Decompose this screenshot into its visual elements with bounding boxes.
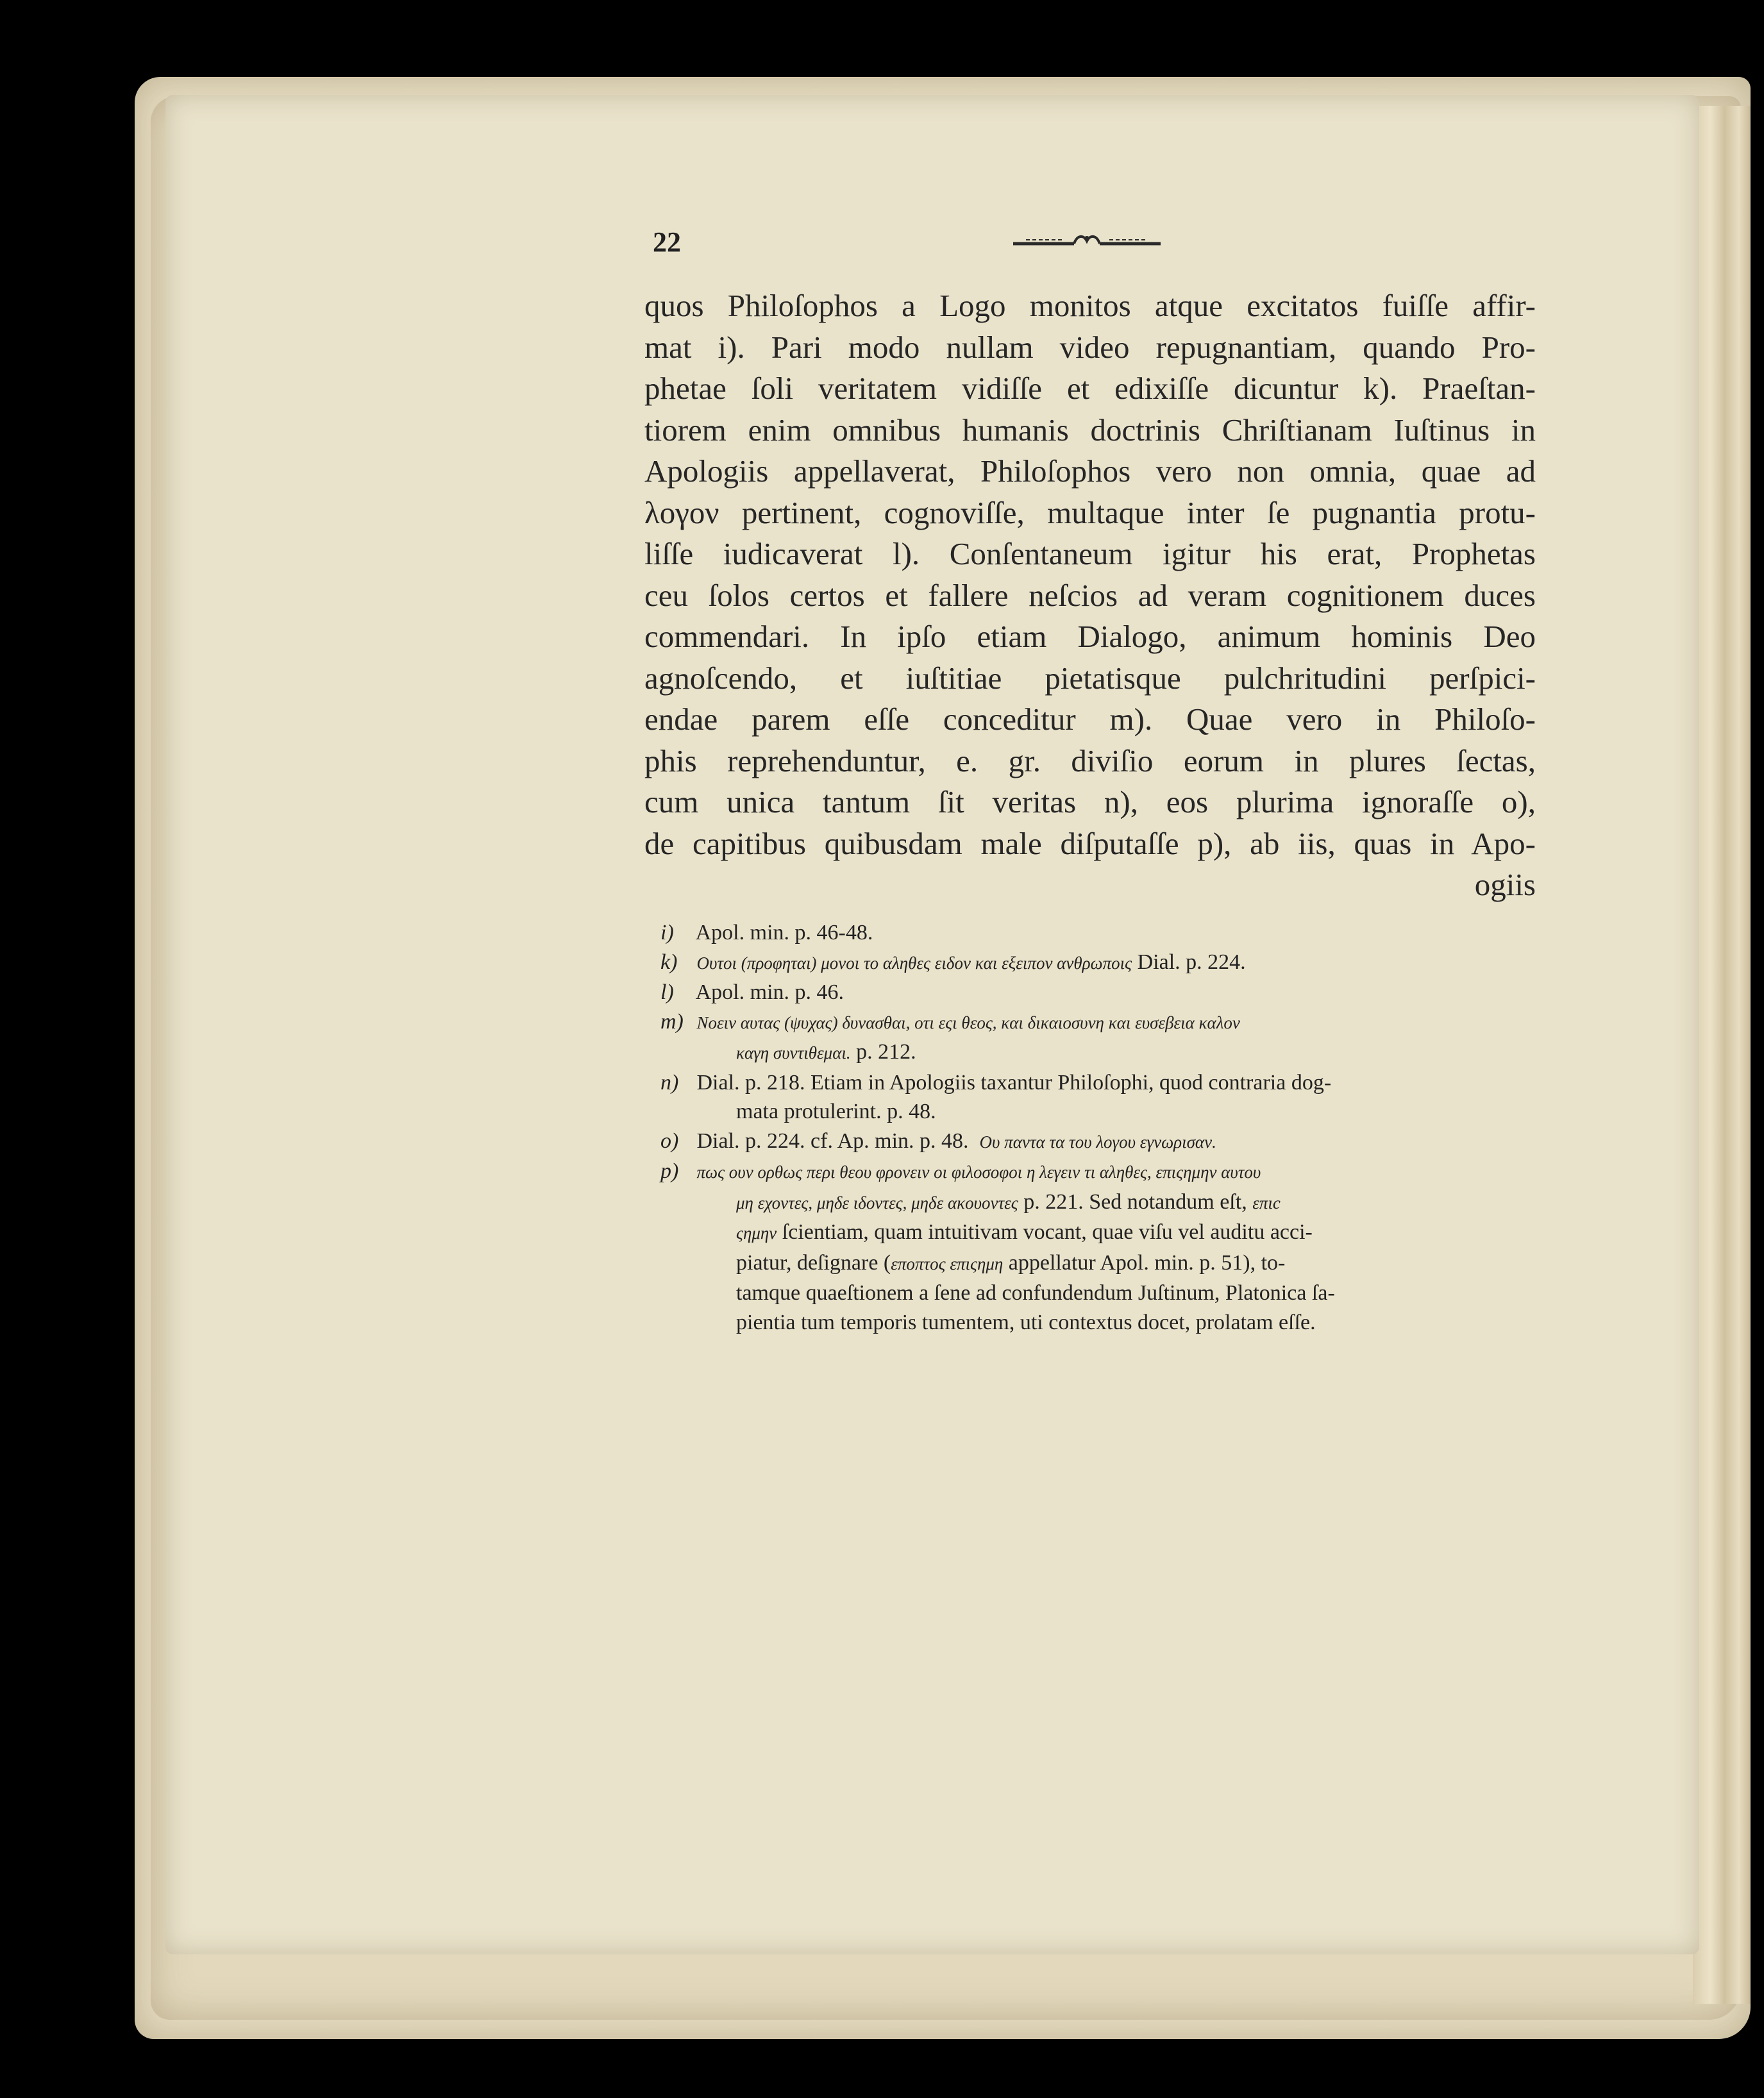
footnote-mark: o) bbox=[660, 1129, 679, 1153]
footnote-mark: p) bbox=[660, 1159, 679, 1183]
footnote-text: Dial. p. 224. cf. Ap. min. p. 48. bbox=[696, 1129, 969, 1153]
footnote-greek: επιc bbox=[1252, 1193, 1281, 1213]
footnote-greek: ςημην bbox=[736, 1223, 777, 1243]
footnote-greek: Ου παντα τα του λογου εγνωρισαν. bbox=[979, 1132, 1216, 1152]
text-line: ceu ſolos certos et fallere neſcios ad veram cognitionem duces bbox=[644, 577, 1536, 613]
main-text bbox=[644, 285, 1536, 906]
footnote-i bbox=[660, 918, 1500, 948]
right-page-edges bbox=[1693, 106, 1751, 2004]
footnote-text: tamque quaeſtionem a ſene ad confundendum Juſtinum, Platonica ſa- bbox=[736, 1281, 1335, 1305]
page-number: 22 bbox=[653, 226, 681, 258]
text-line: endae parem eſſe conceditur m). Quae vero in Philoſo- bbox=[644, 701, 1536, 737]
footnote-text: Dial. p. 218. Etiam in Apologiis taxantur Philoſophi, quod contraria dog- bbox=[696, 1070, 1332, 1095]
footnotes bbox=[660, 918, 1500, 1337]
footnote-p bbox=[660, 1157, 1500, 1187]
footnote-text: Apol. min. p. 46. bbox=[695, 980, 844, 1004]
footnote-greek: πως ουν ορθως περι θεου φρονειν οι φιλοσοφοι η λεγειν τι αληθες, επιςημην αυτου bbox=[696, 1162, 1261, 1182]
footnote-ref: Dial. p. 224. bbox=[1137, 950, 1246, 974]
text-line: agnoſcendo, et iuſtitiae pietatisque pulchritudini perſpici- bbox=[644, 660, 1536, 696]
footnote-o bbox=[660, 1127, 1500, 1157]
footnote-k bbox=[660, 948, 1500, 978]
footnote-l bbox=[660, 978, 1500, 1007]
footnote-greek: μη εχοντες, μηδε ιδοντες, μηδε ακουοντες bbox=[736, 1193, 1018, 1213]
text-line: λογον pertinent, cognoviſſe, multaque inter ſe pugnantia protu- bbox=[644, 494, 1536, 530]
text-line: quos Philoſophos a Logo monitos atque excitatos fuiſſe affir- bbox=[644, 288, 1536, 323]
footnote-text: appellatur Apol. min. p. 51), to- bbox=[1003, 1250, 1286, 1275]
footnote-mark: n) bbox=[660, 1070, 679, 1095]
footnote-m-cont bbox=[660, 1037, 1500, 1068]
footnote-n bbox=[660, 1068, 1500, 1098]
footnote-p-cont bbox=[660, 1279, 1500, 1308]
footnote-ref: p. 221. Sed notandum eſt, bbox=[1023, 1189, 1247, 1214]
footnote-p-cont bbox=[660, 1218, 1500, 1248]
footnote-mark: m) bbox=[660, 1009, 684, 1034]
footnote-greek: εποπτος επιςημη bbox=[891, 1254, 1004, 1273]
footnote-mark: i) bbox=[660, 921, 674, 944]
footnote-text: ſcientiam, quam intuitivam vocant, quae viſu vel auditu acci- bbox=[782, 1220, 1313, 1244]
footnote-text: pientia tum temporis tumentem, uti contextus docet, prolatam eſſe. bbox=[736, 1310, 1316, 1334]
footnote-ref: p. 212. bbox=[856, 1040, 916, 1064]
catchword: ogiis bbox=[1474, 867, 1536, 902]
footnote-mark: k) bbox=[660, 950, 678, 974]
text-line: mat i). Pari modo nullam video repugnantiam, quando Pro- bbox=[644, 329, 1536, 365]
text-line: tiorem enim omnibus humanis doctrinis Chriſtianam Iuſtinus in bbox=[644, 412, 1536, 448]
footnote-p-cont bbox=[660, 1308, 1500, 1338]
text-line: Apologiis appellaverat, Philoſophos vero non omnia, quae ad bbox=[644, 453, 1536, 489]
footnote-mark: l) bbox=[660, 980, 674, 1004]
footnote-greek: Νοειν αυτας (ψυχας) δυνασθαι, οτι εςι θεος, και δικαιοσυνη και ευσεβεια καλον bbox=[696, 1012, 1240, 1032]
text-line: phetae ſoli veritatem vidiſſe et edixiſſe dicuntur k). Praeſtan- bbox=[644, 371, 1536, 406]
footnote-greek: Ουτοι (προφηται) μονοι το αληθες ειδον και εξειπον ανθρωποις bbox=[696, 953, 1132, 973]
footnote-n-cont bbox=[660, 1097, 1500, 1127]
text-line: de capitibus quibusdam male diſputaſſe p), ab iis, quas in Apo- bbox=[644, 825, 1536, 861]
footnote-text: mata protulerint. p. 48. bbox=[736, 1100, 936, 1123]
footnote-text: Apol. min. p. 46-48. bbox=[695, 921, 873, 944]
text-line: cum unica tantum ſit veritas n), eos plurima ignoraſſe o), bbox=[644, 784, 1536, 819]
text-line: liſſe iudicaverat l). Conſentaneum igitur his erat, Prophetas bbox=[644, 536, 1536, 571]
footnote-p-cont bbox=[660, 1187, 1500, 1218]
text-line: commendari. In ipſo etiam Dialogo, animum hominis Deo bbox=[644, 619, 1536, 654]
footnote-greek: καγη συντιθεμαι. bbox=[736, 1043, 851, 1062]
footnote-p-cont bbox=[660, 1248, 1500, 1279]
footnote-m bbox=[660, 1007, 1500, 1038]
text-line: phis reprehenduntur, e. gr. diviſio eorum in plures ſectas, bbox=[644, 743, 1536, 778]
footnote-text: piatur, deſignare ( bbox=[736, 1250, 891, 1275]
header-ornament bbox=[1013, 232, 1161, 249]
